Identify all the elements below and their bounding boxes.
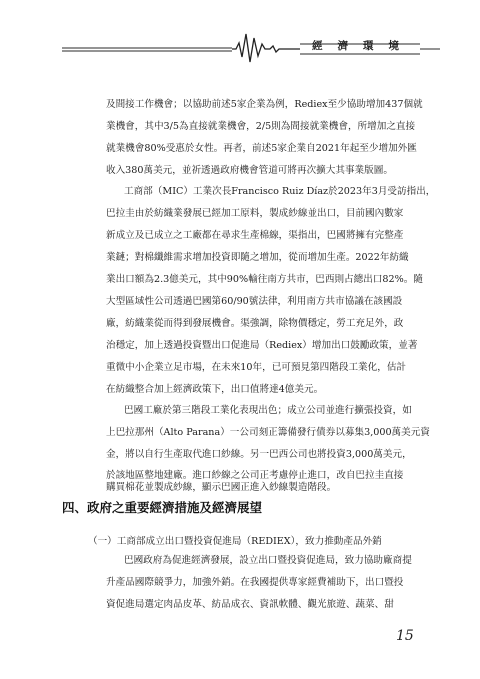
sub-heading: （一）工商部成立出口暨投資促進局（REDIEX），致力推動產品外銷 (88, 536, 382, 547)
paragraph-3-line-2: 上巴拉那州（Alto Parana）一公司刻正籌備發行債券以募集3,000萬美元資 (106, 427, 430, 438)
paragraph-3-line-5: 購買棉花並製成紗線，顯示巴國正進入紗線製造階段。 (106, 482, 337, 493)
final-paragraph-line-2: 升產品國際競爭力，加強外銷。在我國提供專家經費補助下，出口暨投 (106, 577, 404, 588)
page-number: 15 (396, 628, 414, 644)
section-heading: 四、政府之重要經濟措施及經濟展望 (62, 500, 263, 515)
paragraph-3-line-3: 金，將以自行生產取代進口紗線。另一巴西公司也將投資3,000萬美元， (106, 449, 412, 460)
paragraph-2-line-9: 重微中小企業立足市場，在未來10年，已可預見第四階段工業化，估計 (106, 362, 407, 373)
paragraph-1-line-2: 業機會，其中3/5為直接就業機會，2/5則為間接就業機會，所增加之直接 (106, 121, 416, 132)
header-rule (0, 0, 480, 70)
paragraph-1-line-1: 及間接工作機會；以協助前述5家企業為例，Rediex至少協助增加437個就 (106, 99, 423, 110)
paragraph-2-line-3: 新成立及已成立之工廠都在尋求生產棉線，渠指出，巴國將擁有完整產 (106, 230, 404, 241)
paragraph-2-line-6: 大型區域性公司透過巴國第60/90號法律，利用南方共市協議在該國設 (106, 296, 403, 307)
page-header (0, 0, 480, 70)
paragraph-2-line-7: 廠，紡織業從而得到發展機會。渠強調，除物價穩定，勞工充足外，政 (106, 318, 404, 329)
paragraph-1-line-3: 就業機會80%受惠於女性。再者，前述5家企業自2021年起至少增加外匯 (106, 143, 417, 154)
paragraph-2-line-4: 業鏈；對棉纖維需求增加投資即隨之增加，從而增加生產。2022年紡織 (106, 252, 409, 263)
paragraph-2-line-5: 業出口額為2.3億美元，其中90%輸往南方共市，巴西則占總出口82%。隨 (106, 274, 423, 285)
paragraph-2-line-1: 工商部（MIC）工業次長Francisco Ruiz Díaz於2023年3月受訪指出， (124, 186, 436, 197)
paragraph-2-line-2: 巴拉圭由於紡織業發展已經加工原料，製成紗線並出口，目前國內數家 (106, 208, 404, 219)
paragraph-1-line-4: 收入380萬美元，並祈透過政府機會管道可將再次擴大其事業版圖。 (106, 165, 393, 176)
paragraph-3-line-4: 於該地區整地建廠。進口紗線之公司正考慮停止進口，改自巴拉圭直接 (106, 470, 404, 481)
paragraph-2-line-8: 治穩定，加上透過投資暨出口促進局（Rediex）增加出口鼓勵政策，並著 (106, 340, 418, 351)
header-title: 經濟環境 (312, 40, 414, 52)
final-paragraph-line-3: 資促進局選定肉品皮革、紡品成衣、資訊軟體、觀光旅遊、蔬菜、甜 (106, 599, 394, 610)
paragraph-2-line-10: 在紡織整合加上經濟政策下，出口值將達4億美元。 (106, 384, 324, 395)
paragraph-3-line-1: 巴國工廠於第三階段工業化表現出色；成立公司並進行擴張投資，如 (124, 405, 412, 416)
final-paragraph-line-1: 巴國政府為促進經濟發展，設立出口暨投資促進局，致力協助廠商提 (124, 555, 412, 566)
ekg-wave-icon (232, 34, 300, 62)
